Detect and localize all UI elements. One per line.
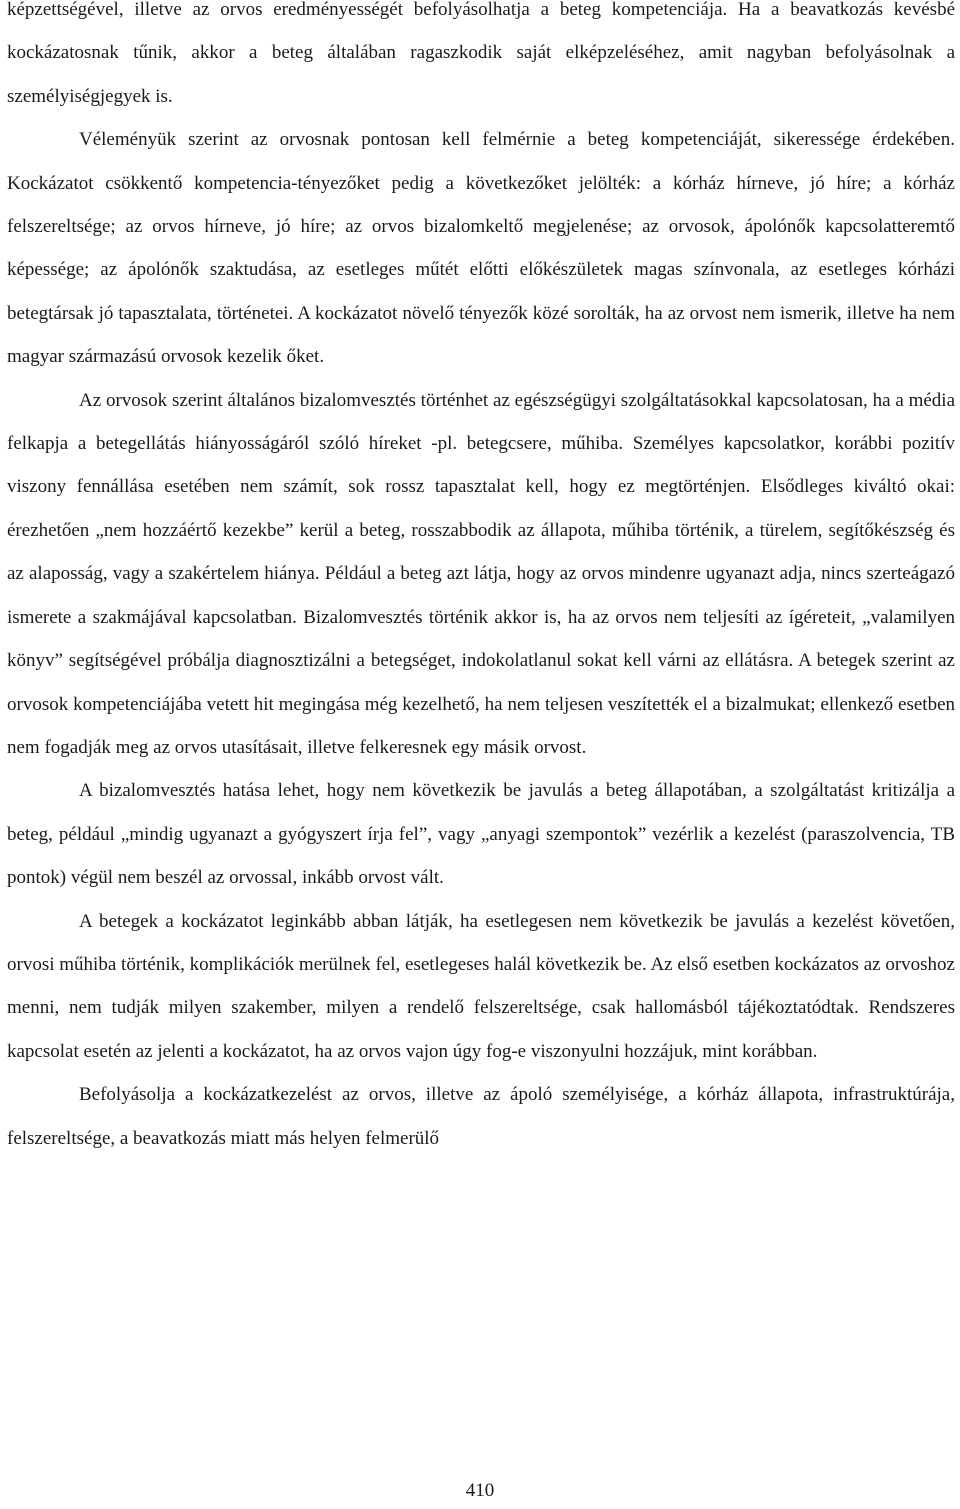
paragraph-risk-management: Befolyásolja a kockázatkezelést az orvos, illetve az ápoló személyisége, a kórház állapota, infrastruktúrája, felszereltsége, a beavatkozás miatt más helyen felmerülő xyxy=(7,1084,955,1149)
paragraph-trust-loss: Az orvosok szerint általános bizalomvesztés történhet az egészségügyi szolgáltatásokkal kapcsolatosan, ha a média felkapja a betegellátás hiányosságáról szóló híreket -pl. betegcsere, műhiba. Személyes kapcsolatkor, korábbi pozitív viszony fennállása esetében nem számít, sok rossz tapasztalat kell, hogy ez megtörténjen. Elsődleges kiváltó okai: érezhetően „nem hozzáértő kezekbe” kerül a beteg, rosszabbodik az állapota, műhiba történik, a türelem, segítőkészség és az alaposság, vagy a szakértelem hiánya. Például a beteg azt látja, hogy az orvos mindenre ugyanazt adja, nincs szerteágazó ismerete a szakmájával kapcsolatban. Bizalomvesztés történik akkor is, ha az orvos nem teljesíti az ígéreteit, „valamilyen könyv” segítségével próbálja diagnosztizálni a betegséget, indokolatlanul sokat kell várni az ellátásra. A betegek szerint az orvosok kompetenciájába vetett hit megingása még kezelhető, ha nem teljesen veszítették el a bizalmukat; ellenkező esetben nem fogadják meg az orvos utasításait, illetve felkeresnek egy másik orvost. xyxy=(7,389,955,758)
page-number: 410 xyxy=(465,1480,495,1501)
document-page xyxy=(7,0,955,1160)
paragraph-patient-risk: A betegek a kockázatot leginkább abban látják, ha esetlegesen nem következik be javulás a kezelést követően, orvosi műhiba történik, komplikációk merülnek fel, esetlegeses halál következik be. Az első esetben kockázatos az orvoshoz menni, nem tudják milyen szakember, milyen a rendelő felszereltsége, csak hallomásból tájékoztatódtak. Rendszeres kapcsolat esetén az jelenti a kockázatot, ha az orvos vajon úgy fog-e viszonyulni hozzájuk, mint korábban. xyxy=(7,910,955,1062)
paragraph-continuation: képzettségével, illetve az orvos eredményességét befolyásolhatja a beteg kompetenciája. Ha a beavatkozás kevésbé kockázatosnak tűnik, akkor a beteg általában ragaszkodik saját elképzeléséhez, amit nagyban befolyásolnak a személyiségjegyek is. xyxy=(7,0,955,107)
paragraph-trust-loss-effect: A bizalomvesztés hatása lehet, hogy nem következik be javulás a beteg állapotában, a szolgáltatást kritizálja a beteg, például „mindig ugyanazt a gyógyszert írja fel”, vagy „anyagi szempontok” vezérlik a kezelést (paraszolvencia, TB pontok) végül nem beszél az orvossal, inkább orvost vált. xyxy=(7,780,955,889)
paragraph-competence: Véleményük szerint az orvosnak pontosan kell felmérnie a beteg kompetenciáját, sikeressége érdekében. Kockázatot csökkentő kompetencia-tényezőket pedig a következőket jelölték: a kórház hírneve, jó híre; a kórház felszereltsége; az orvos hírneve, jó híre; az orvos bizalomkeltő megjelenése; az orvosok, ápolónők kapcsolatteremtő képessége; az ápolónők szaktudása, az esetleges műtét előtti előkészületek magas színvonala, az esetleges kórházi betegtársak jó tapasztalata, történetei. A kockázatot növelő tényezők közé sorolták, ha az orvost nem ismerik, illetve ha nem magyar származású orvosok kezelik őket. xyxy=(7,129,955,368)
